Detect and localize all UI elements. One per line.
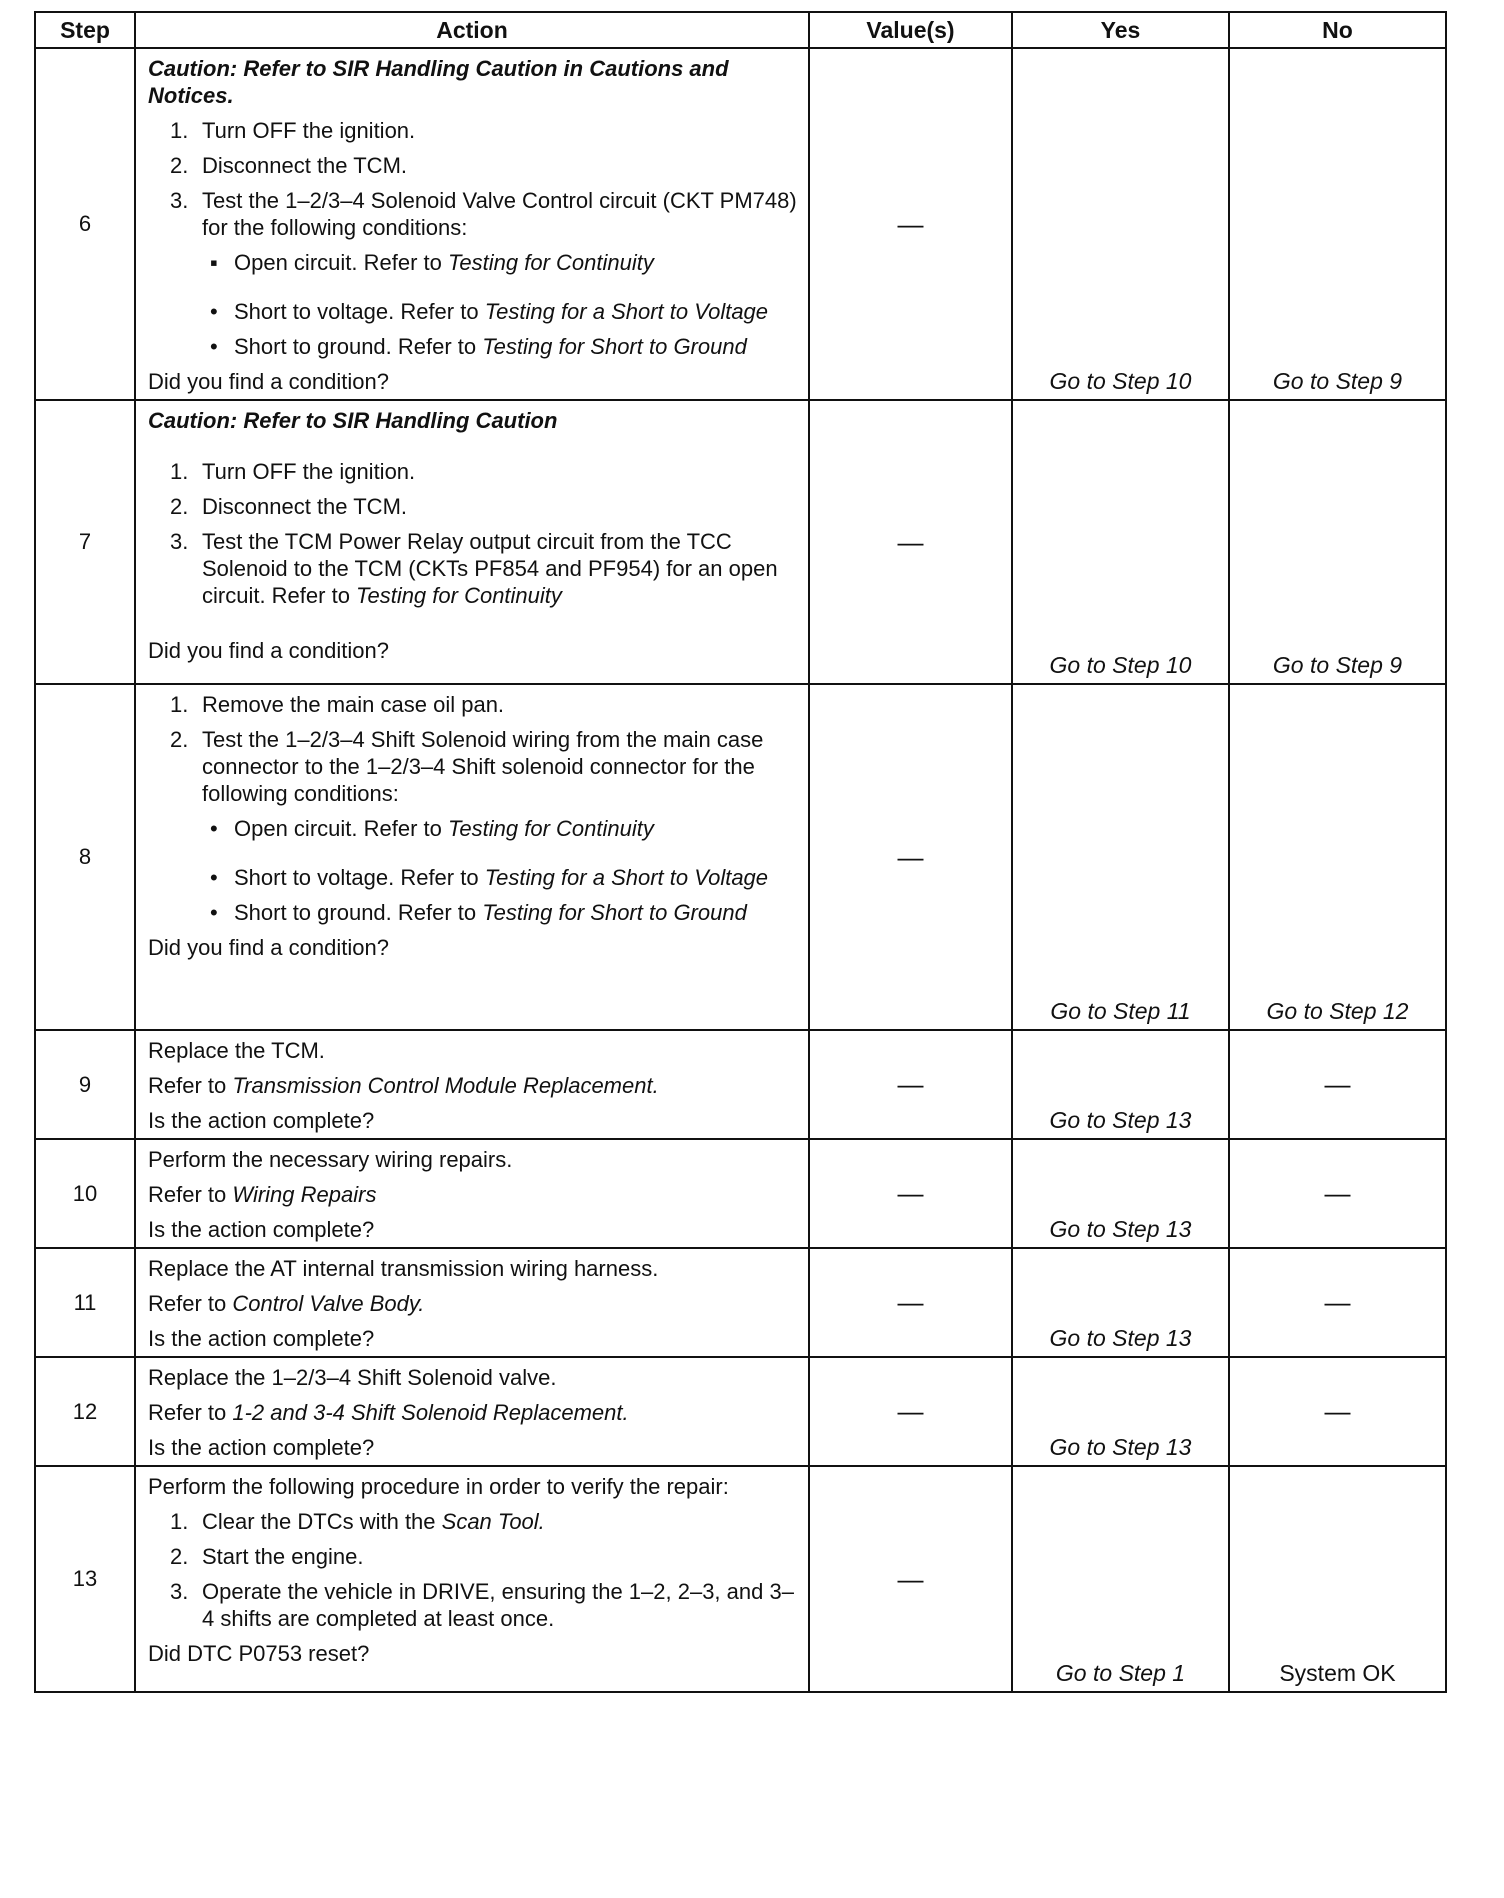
step-number: 13 — [35, 1466, 135, 1692]
refer-text: Refer to Wiring Repairs — [148, 1182, 377, 1207]
bullet-item: • Short to ground. Refer to Testing for Short to Ground — [210, 900, 747, 925]
intro-text: Perform the following procedure in order to verify the repair: — [148, 1474, 729, 1499]
yes-cell: Go to Step 13 — [1012, 1357, 1229, 1466]
reference-link: Testing for Short to Ground — [482, 334, 747, 359]
list-item: 3. Test the 1–2/3–4 Solenoid Valve Control circuit (CKT PM748) for the following conditions: — [170, 188, 797, 240]
list-item: 3. Test the TCM Power Relay output circuit from the TCC Solenoid to the TCM (CKTs PF854 and PF954) for an open circuit. Refer to Testing for Continuity — [170, 529, 778, 608]
header-yes: Yes — [1012, 12, 1229, 48]
value-cell: — — [809, 1139, 1012, 1248]
question-text: Did you find a condition? — [148, 638, 389, 663]
no-cell: Go to Step 9 — [1229, 48, 1446, 400]
list-item: 2. Disconnect the TCM. — [170, 153, 408, 178]
table-row — [35, 684, 1446, 1030]
list-item: 2. Disconnect the TCM. — [170, 494, 408, 519]
value-cell: — — [809, 684, 1012, 1030]
no-cell: Go to Step 9 — [1229, 400, 1446, 684]
value-cell: — — [809, 1466, 1012, 1692]
reference-link: Testing for Continuity — [356, 583, 562, 608]
yes-cell: Go to Step 13 — [1012, 1248, 1229, 1357]
bullet-item: • Short to voltage. Refer to Testing for a Short to Voltage — [210, 865, 769, 890]
action-cell — [135, 48, 809, 400]
step-number: 12 — [35, 1357, 135, 1466]
action-cell — [135, 1248, 809, 1357]
refer-text: Refer to Transmission Control Module Replacement. — [148, 1073, 659, 1098]
no-cell: — — [1229, 1248, 1446, 1357]
reference-link: Wiring Repairs — [232, 1182, 377, 1207]
action-text: Perform the necessary wiring repairs. — [148, 1147, 513, 1172]
header-values: Value(s) — [809, 12, 1012, 48]
question-text: Did you find a condition? — [148, 935, 389, 960]
refer-text: Refer to Control Valve Body. — [148, 1291, 425, 1316]
step-number: 6 — [35, 48, 135, 400]
list-item: 2. Test the 1–2/3–4 Shift Solenoid wiring from the main case connector to the 1–2/3–4 Shift solenoid connector for the following conditions: — [170, 727, 764, 806]
table-row — [35, 1030, 1446, 1139]
action-text: Replace the AT internal transmission wiring harness. — [148, 1256, 659, 1281]
question-text: Did DTC P0753 reset? — [148, 1641, 370, 1666]
table-row — [35, 1357, 1446, 1466]
table-row — [35, 1248, 1446, 1357]
value-cell: — — [809, 1248, 1012, 1357]
diagnostic-procedure-table — [34, 11, 1447, 1693]
reference-link: Testing for Short to Ground — [482, 900, 747, 925]
bullet-item: • Short to voltage. Refer to Testing for a Short to Voltage — [210, 299, 769, 324]
action-cell — [135, 1357, 809, 1466]
step-number: 11 — [35, 1248, 135, 1357]
yes-cell: Go to Step 10 — [1012, 400, 1229, 684]
bullet-item: • Open circuit. Refer to Testing for Continuity — [210, 816, 654, 841]
table-row — [35, 1139, 1446, 1248]
list-item: 2. Start the engine. — [170, 1544, 364, 1569]
value-cell: — — [809, 1357, 1012, 1466]
reference-link: 1-2 and 3-4 Shift Solenoid Replacement. — [232, 1400, 629, 1425]
no-cell: System OK — [1229, 1466, 1446, 1692]
action-text: Replace the 1–2/3–4 Shift Solenoid valve. — [148, 1365, 557, 1390]
reference-link: Testing for Continuity — [447, 816, 654, 841]
action-cell — [135, 1466, 809, 1692]
yes-cell: Go to Step 13 — [1012, 1030, 1229, 1139]
no-cell: — — [1229, 1139, 1446, 1248]
caution-text: Caution: Refer to SIR Handling Caution in Cautions and Notices. — [148, 56, 729, 108]
bullet-item: • Short to ground. Refer to Testing for Short to Ground — [210, 334, 747, 359]
no-cell: Go to Step 12 — [1229, 684, 1446, 1030]
yes-cell: Go to Step 1 — [1012, 1466, 1229, 1692]
header-action: Action — [135, 12, 809, 48]
question-text: Is the action complete? — [148, 1435, 375, 1460]
reference-link: Testing for a Short to Voltage — [484, 865, 769, 890]
reference-link: Scan Tool. — [441, 1509, 545, 1534]
action-text: Replace the TCM. — [148, 1038, 325, 1063]
reference-link: Testing for a Short to Voltage — [484, 299, 769, 324]
action-cell — [135, 1139, 809, 1248]
question-text: Is the action complete? — [148, 1108, 375, 1133]
action-cell — [135, 400, 809, 684]
table-row — [35, 1466, 1446, 1692]
step-number: 9 — [35, 1030, 135, 1139]
caution-text: Caution: Refer to SIR Handling Caution — [148, 408, 558, 433]
header-no: No — [1229, 12, 1446, 48]
reference-link: Control Valve Body. — [232, 1291, 425, 1316]
no-cell: — — [1229, 1357, 1446, 1466]
header-step: Step — [35, 12, 135, 48]
list-item: 1. Turn OFF the ignition. — [170, 459, 416, 484]
step-number: 8 — [35, 684, 135, 1030]
step-number: 7 — [35, 400, 135, 684]
list-item: 1. Turn OFF the ignition. — [170, 118, 416, 143]
value-cell: — — [809, 48, 1012, 400]
reference-link: Transmission Control Module Replacement. — [232, 1073, 659, 1098]
question-text: Did you find a condition? — [148, 369, 389, 394]
list-item: 3. Operate the vehicle in DRIVE, ensuring the 1–2, 2–3, and 3–4 shifts are completed at least once. — [170, 1579, 794, 1631]
bullet-item: ▪ Open circuit. Refer to Testing for Continuity — [210, 250, 654, 275]
action-cell — [135, 1030, 809, 1139]
refer-text: Refer to 1-2 and 3-4 Shift Solenoid Replacement. — [148, 1400, 629, 1425]
yes-cell: Go to Step 11 — [1012, 684, 1229, 1030]
yes-cell: Go to Step 13 — [1012, 1139, 1229, 1248]
yes-cell: Go to Step 10 — [1012, 48, 1229, 400]
value-cell: — — [809, 400, 1012, 684]
list-item: 1. Clear the DTCs with the Scan Tool. — [170, 1509, 545, 1534]
table-header-row — [35, 12, 1446, 48]
table-row — [35, 48, 1446, 400]
step-number: 10 — [35, 1139, 135, 1248]
reference-link: Testing for Continuity — [447, 250, 654, 275]
table-row — [35, 400, 1446, 684]
question-text: Is the action complete? — [148, 1217, 375, 1242]
value-cell: — — [809, 1030, 1012, 1139]
no-cell: — — [1229, 1030, 1446, 1139]
question-text: Is the action complete? — [148, 1326, 375, 1351]
list-item: 1. Remove the main case oil pan. — [170, 692, 505, 717]
action-cell — [135, 684, 809, 1030]
